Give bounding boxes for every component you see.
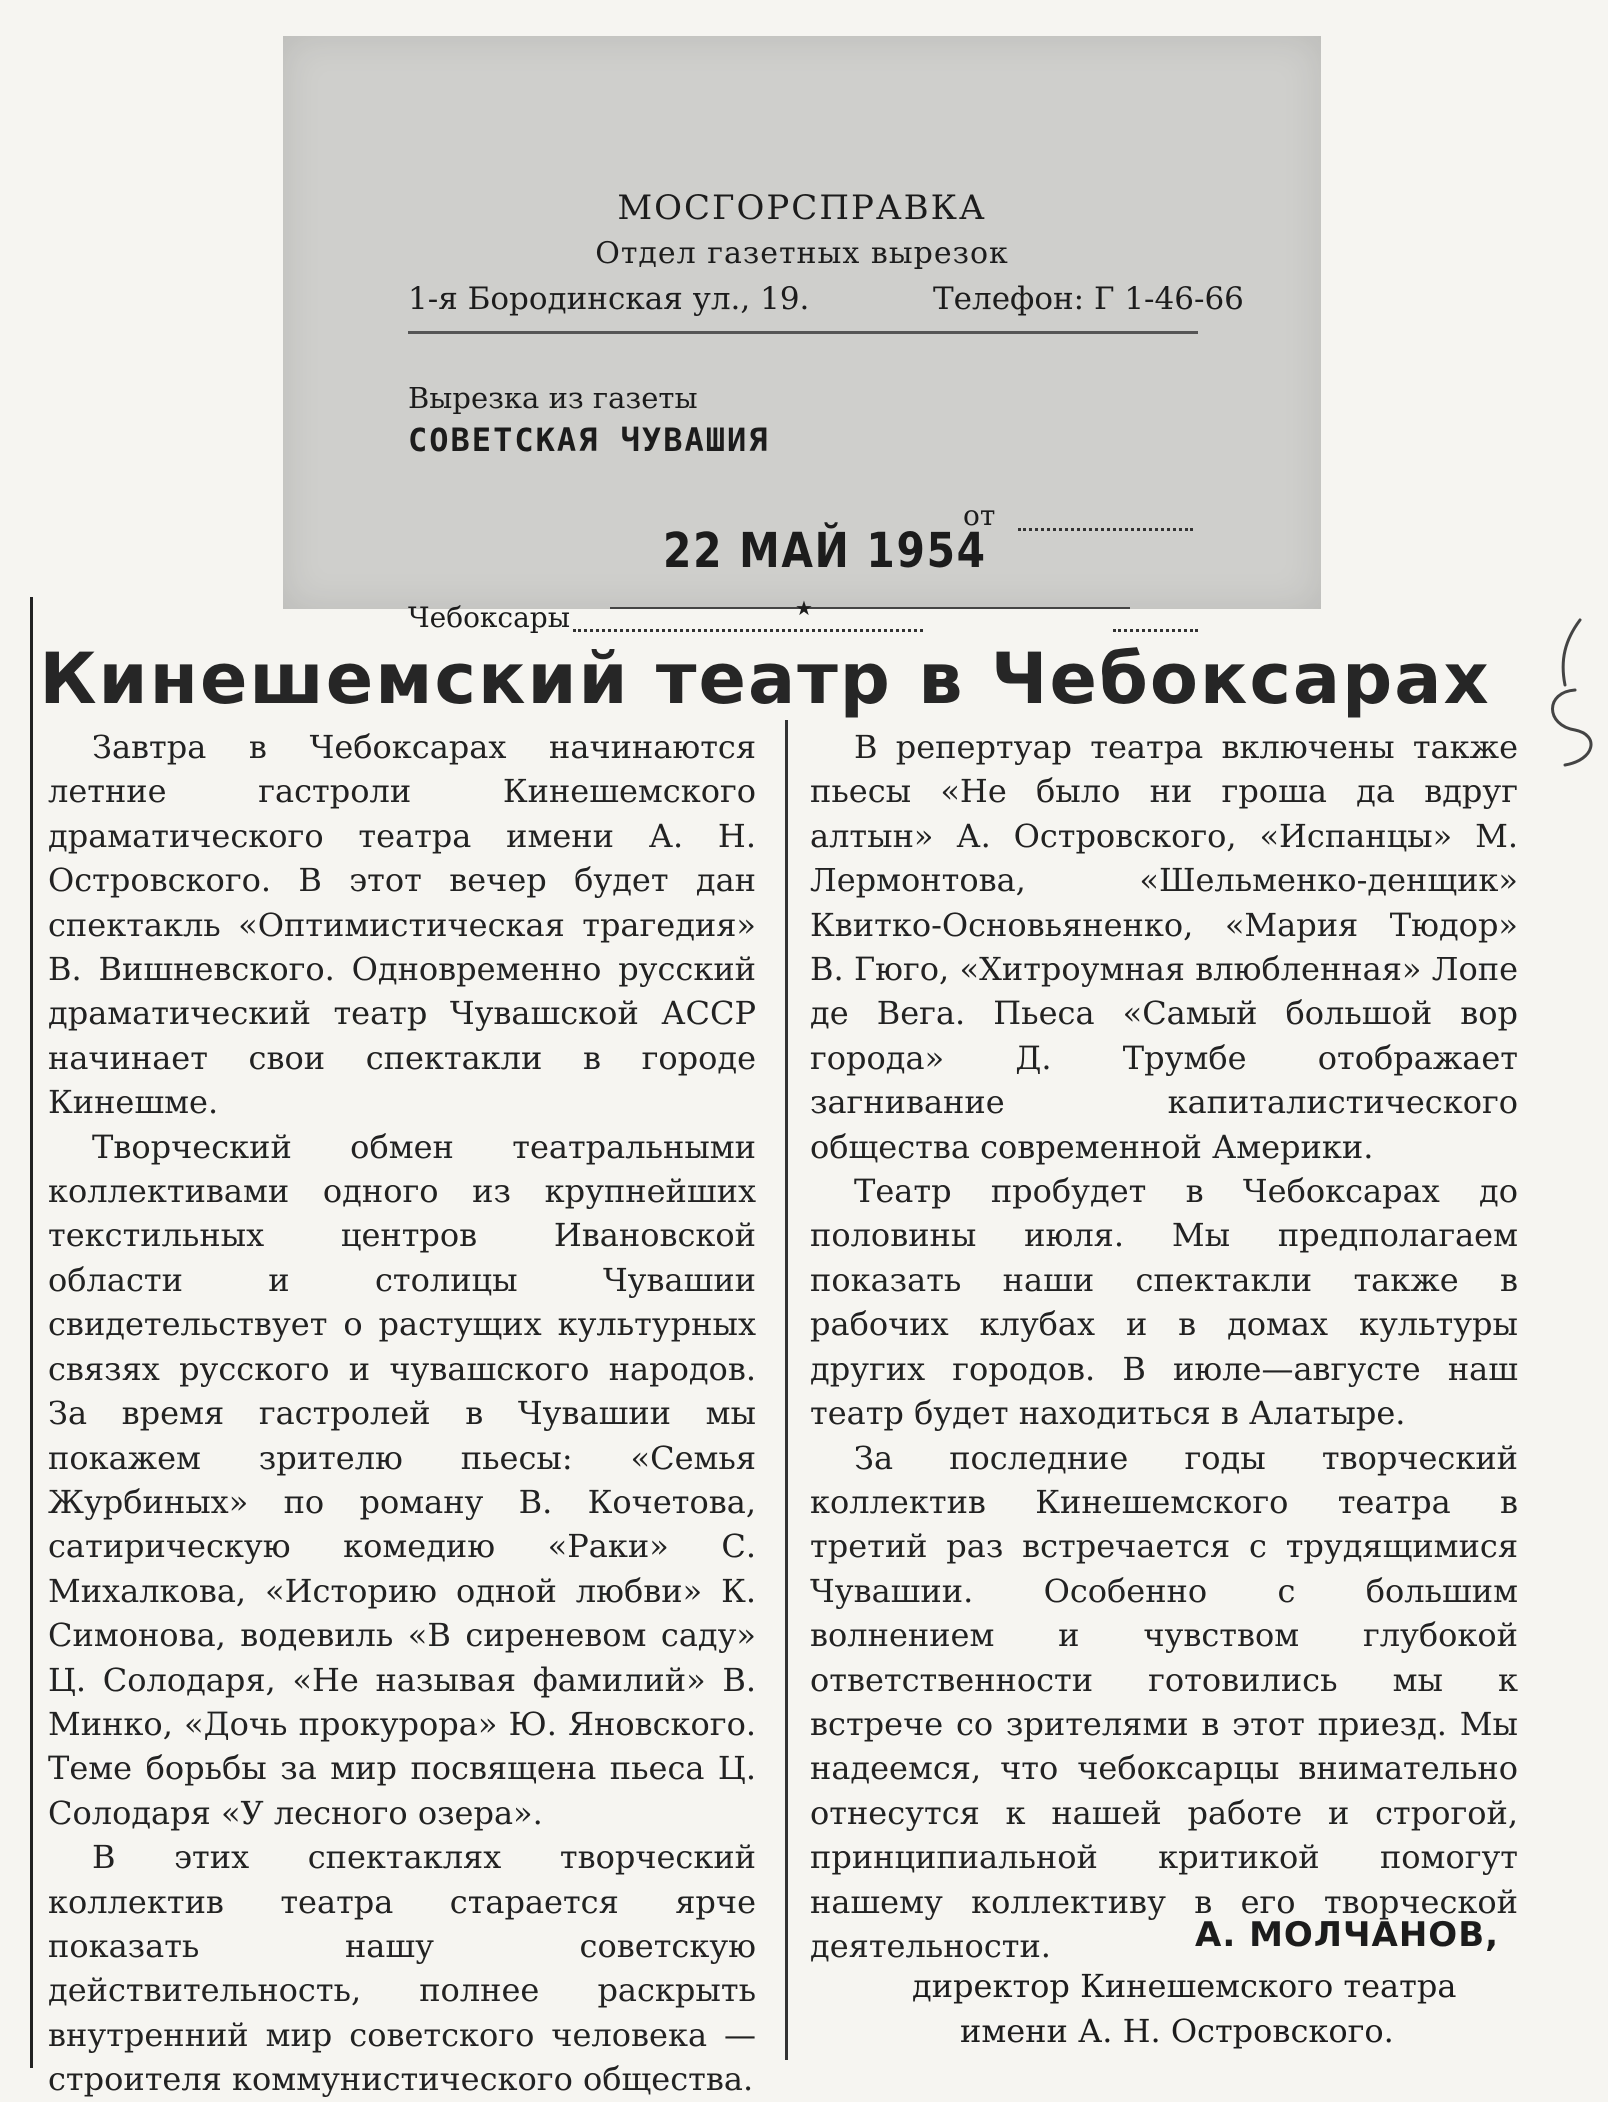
paragraph: Завтра в Чебоксарах начинаются летние гастроли Кинешемского драматического театра имени А. Н. Островского. В этот вечер будет дан спектакль «Оптимистическая трагедия» В. Вишневского. Одновременно русский драматический театр Чувашской АССР начинает свои спектакли в городе Кинешме. xyxy=(48,728,756,1122)
author-theatre: имени А. Н. Островского. xyxy=(960,2012,1394,2050)
author-signature: А. МОЛЧАНОВ, xyxy=(1195,1915,1500,1955)
pencil-mark-icon xyxy=(1505,600,1605,800)
paragraph: Творческий обмен театральными коллективами одного из крупнейших текстильных центров Ивановской области и столицы Чувашии свидетельствует о растущих культурных связях русского и чувашского народов. За время гастролей в Чувашии мы покажем зрителю пьесы: «Семья Журбиных» по роману В. Кочетова, сатирическую комедию «Раки» С. Михалкова, «Историю одной любви» К. Симонова, водевиль «В сиреневом саду» Ц. Солодаря, «Не называя фамилий» В. Минко, «Дочь прокурора» Ю. Яновского. Теме борьбы за мир посвящена пьеса Ц. Солодаря «У лесного озера». xyxy=(48,1127,756,1832)
agency-name: МОСГОРСПРАВКА xyxy=(617,188,987,228)
paragraph: В этих спектаклях творческий коллектив театра старается ярче показать нашу советскую действительность, полнее раскрыть внутренний мир советского человека — строителя коммунистического общества. xyxy=(48,1838,756,2099)
clipping-left-edge xyxy=(30,597,33,2068)
agency-address: 1-я Бородинская ул., 19. xyxy=(408,281,810,317)
star-ornament: ★ xyxy=(795,596,813,620)
headline-top-rule xyxy=(610,607,1130,609)
department-name: Отдел газетных вырезок xyxy=(595,236,1009,271)
label-divider xyxy=(408,331,1198,334)
paragraph: Театр пробудет в Чебоксарах до половины июля. Мы предполагаем показать наши спектакли также в рабочих клубах и в домах культуры других городов. В июле—августе наш театр будет находиться в Алатыре. xyxy=(810,1172,1518,1433)
author-role: директор Кинешемского театра xyxy=(912,1967,1457,2005)
clipping-label xyxy=(283,36,1321,634)
date-dotted-line xyxy=(1018,528,1193,531)
paragraph: За последние годы творческий коллектив Кинешемского театра в третий раз встречается с трудящимися Чувашии. Особенно с большим волнением и чувством глубокой ответственности готовились мы к встрече со зрителями в этот приезд. Мы надеемся, что чебоксарцы внимательно отнесутся к нашей работе и строгой, принципиальной критикой помогут нашему коллективу в его творческой деятельности. xyxy=(810,1438,1518,1965)
article-left-column xyxy=(48,725,756,2102)
agency-phone: Телефон: Г 1-46-66 xyxy=(933,281,1244,317)
date-from-label: от xyxy=(963,499,996,532)
city-label: Чебоксары xyxy=(408,601,571,634)
column-divider xyxy=(785,720,788,2060)
article-right-column xyxy=(810,725,1518,1968)
paragraph: В репертуар театра включены также пьесы «Не было ни гроша да вдруг алтын» А. Островского, «Испанцы» М. Лермонтова, «Шельменко-денщик» Квитко-Основьяненко, «Мария Тюдор» В. Гюго, «Хитроумная влюбленная» Лопе де Вега. Пьеса «Самый большой вор города» Д. Трумбе отображает загнивание капиталистического общества современной Америки. xyxy=(810,728,1518,1166)
gazeta-dotted-line xyxy=(1113,629,1198,632)
date-stamp: 22 МАЙ 1954 xyxy=(663,523,987,579)
newspaper-name: СОВЕТСКАЯ ЧУВАШИЯ xyxy=(408,421,770,459)
city-dotted-line xyxy=(573,629,923,632)
clip-from-label: Вырезка из газеты xyxy=(408,381,698,415)
article-headline: Кинешемский театр в Чебоксарах xyxy=(39,638,1491,720)
